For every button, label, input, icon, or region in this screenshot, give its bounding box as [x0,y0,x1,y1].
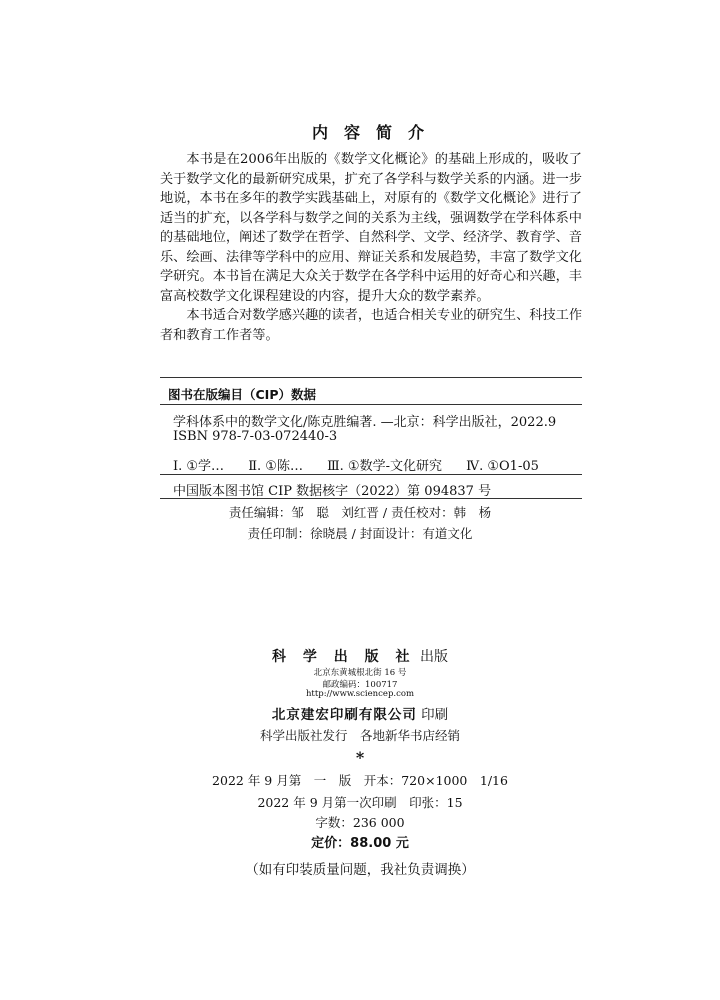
publisher-postcode: 邮政编码：100717 [322,680,398,690]
printer-logo: 北京建宏印刷有限公司 [271,707,417,723]
quality-notice: （如有印装质量问题，我社负责调换） [245,862,475,878]
cip-class-1: Ⅰ. ①学… [173,459,225,474]
publisher-address: 北京东黄城根北街 16 号 [313,668,407,678]
cip-top-rule [160,377,582,378]
cip-isbn: ISBN 978-7-03-072440-3 [173,429,338,444]
cip-verify-number: 中国版本图书馆 CIP 数据核字（2022）第 094837 号 [173,484,492,499]
staff-editors: 责任编辑：邹 聪 刘红晋 / 责任校对：韩 杨 [228,505,492,520]
page-title: 内容简介 [311,123,440,142]
cip-book-line: 学科体系中的数学文化/陈克胜编著. —北京：科学出版社，2022.9 [173,415,557,430]
word-count: 字数：236 000 [315,815,405,830]
price: 定价：88.00 元 [311,836,409,851]
intro-section [160,150,582,345]
intro-paragraph-2: 本书适合对数学感兴趣的读者，也适合相关专业的研究生、科技工作者和教育工作者等。 [160,308,583,343]
distribution-line: 科学出版社发行 各地新华书店经销 [259,728,460,743]
cip-bottom-rule [160,498,582,499]
publisher-line [0,646,720,666]
separator-star: * [355,748,365,767]
cip-heading-rule [160,404,582,405]
cip-class-3: Ⅲ. ①数学-文化研究 [327,459,442,474]
cip-mid-rule [160,474,582,475]
cip-classification [173,455,559,474]
cip-class-4: Ⅳ. ①O1-05 [466,459,539,474]
printer-line [0,703,720,723]
intro-paragraph-1: 本书是在2006年出版的《数学文化概论》的基础上形成的，吸收了关于数学文化的最新研究成果，扩充了各学科与数学关系的内涵。进一步地说，本书在多年的教学实践基础上，对原有的《数学文化概论》进行了适当的扩充，以各学科与数学之间的关系为主线，强调数学在学科体系中的基础地位，阐述了数学在哲学、自然科学、文学、经济学、教育学、音乐、绘画、法律等学科中的应用、辩证关系和发展趋势，丰富了数学文化学研究。本书旨在满足大众关于数学在各学科中运用的好奇心和兴趣，丰富高校数学文化课程建设的内容，提升大众的数学素养。 [160,152,582,304]
printer-suffix: 印刷 [421,707,449,723]
cip-heading: 图书在版编目（CIP）数据 [168,387,316,402]
edition-line: 2022 年 9 月第 一 版 开本：720×1000 1/16 [212,773,508,788]
publisher-logo: 科 学 出 版 社 [272,649,416,665]
staff-print-design: 责任印制：徐晓晨 / 封面设计：有道文化 [247,526,473,541]
printing-line: 2022 年 9 月第一次印刷 印张：15 [257,795,463,810]
publisher-suffix: 出版 [419,649,448,665]
publisher-website: http://www.sciencep.com [305,689,415,699]
cip-class-2: Ⅱ. ①陈… [248,459,303,474]
